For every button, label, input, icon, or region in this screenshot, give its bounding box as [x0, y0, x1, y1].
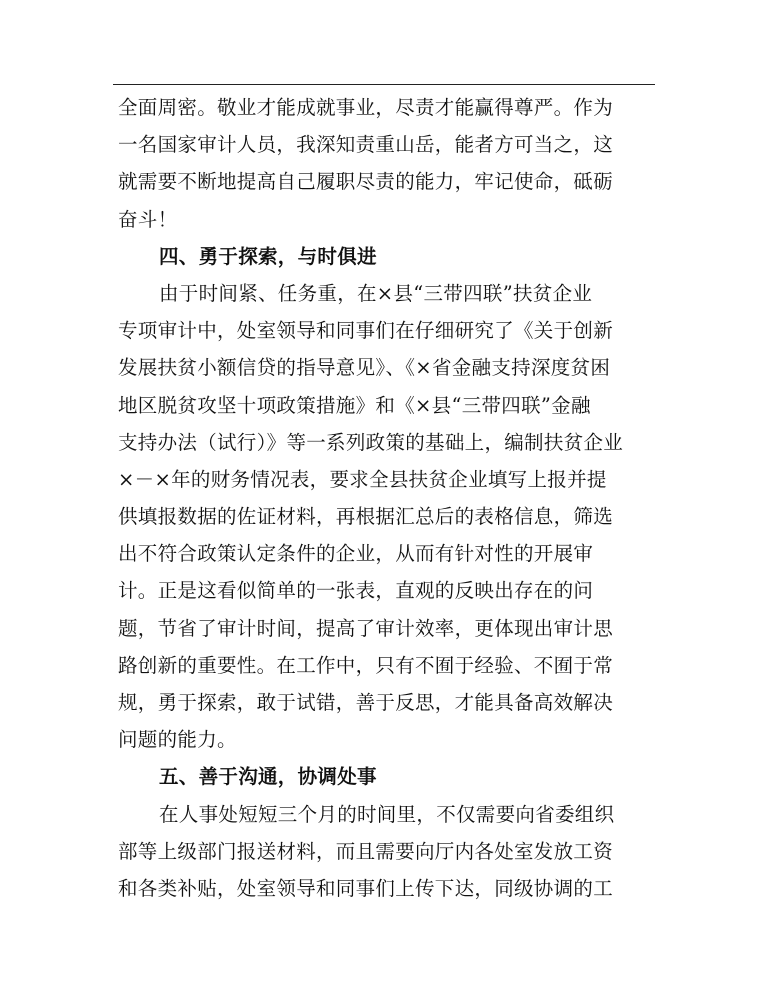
text-line: 全面周密。敬业才能成就事业，尽责才能赢得尊严。作为: [118, 96, 614, 119]
text-line: 部等上级部门报送材料，而且需要向厅内各处室发放工资: [118, 839, 614, 863]
text-line: 问题的能力。: [118, 728, 237, 752]
text-line: 题，节省了审计时间，提高了审计效率，更体现出审计思: [118, 616, 614, 640]
header-rule: [113, 84, 655, 85]
text-line: 计。正是这看似简单的一张表，直观的反映出存在的问: [118, 579, 594, 603]
text-line: 支持办法（试行）》等一系列政策的基础上，编制扶贫企业: [118, 430, 624, 454]
text-line: 发展扶贫小额信贷的指导意见》、《×省金融支持深度贫困: [118, 356, 611, 380]
text-line: 就需要不断地提高自己履职尽责的能力，牢记使命，砥砺: [118, 170, 614, 194]
section-heading: 五、善于沟通，协调处事: [159, 765, 377, 789]
text-line: 专项审计中，处室领导和同事们在仔细研究了《关于创新: [118, 319, 614, 343]
text-line: ×－×年的财务情况表，要求全县扶贫企业填写上报并提: [118, 467, 607, 491]
section-heading: 四、勇于探索，与时俱进: [159, 244, 377, 268]
text-line: 规，勇于探索，敢于试错，善于反思，才能具备高效解决: [118, 691, 614, 714]
text-line: 在人事处短短三个月的时间里，不仅需要向省委组织: [159, 802, 615, 826]
text-line: 由于时间紧、任务重，在×县“三带四联”扶贫企业: [159, 281, 593, 305]
text-line: 奋斗！: [118, 207, 178, 231]
text-line: 地区脱贫攻坚十项政策措施》和《×县“三带四联”金融: [118, 393, 591, 417]
document-body: [118, 89, 653, 907]
text-line: 路创新的重要性。在工作中，只有不囿于经验、不囿于常: [118, 653, 614, 677]
text-line: 和各类补贴，处室领导和同事们上传下达，同级协调的工: [118, 876, 614, 900]
text-line: 出不符合政策认定条件的企业，从而有针对性的开展审: [118, 542, 594, 566]
text-line: 供填报数据的佐证材料，再根据汇总后的表格信息，筛选: [118, 505, 614, 529]
text-line: 一名国家审计人员，我深知责重山岳，能者方可当之，这: [118, 133, 614, 157]
